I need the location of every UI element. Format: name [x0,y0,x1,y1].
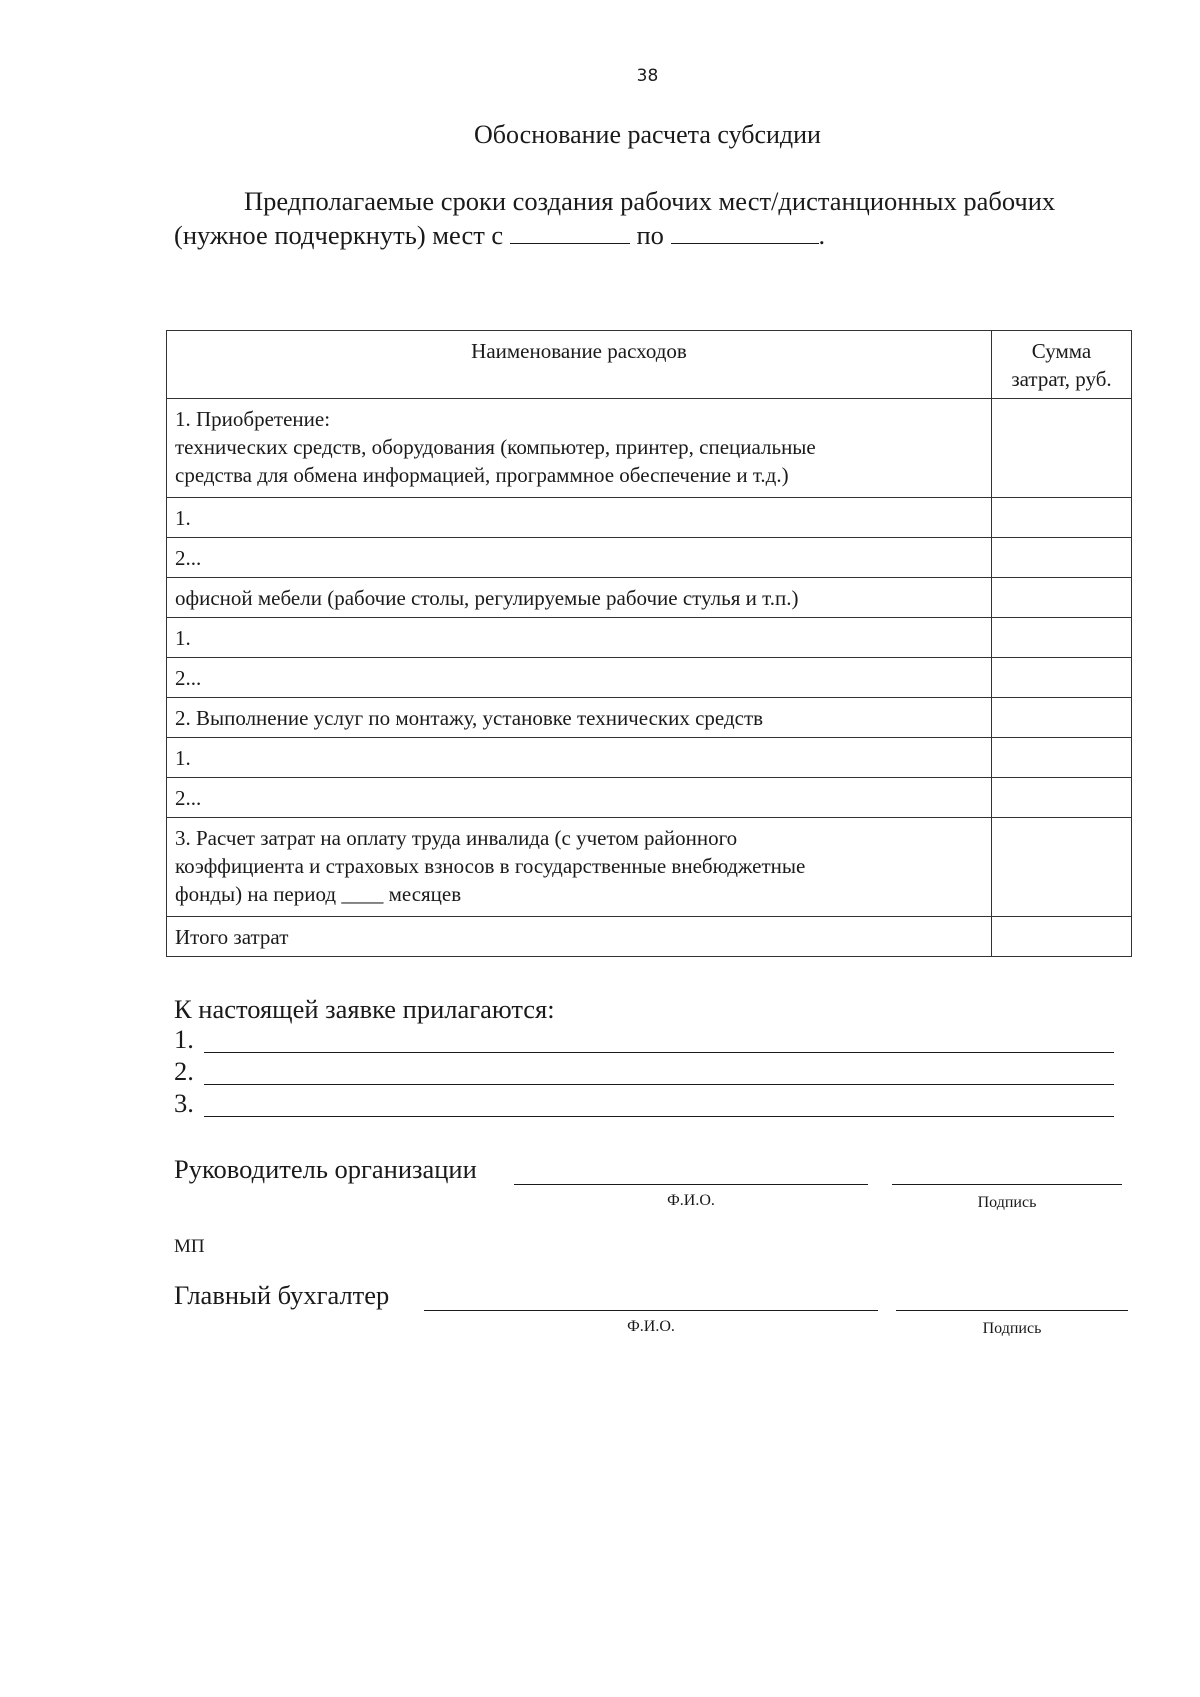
attachment-line-1[interactable] [174,1024,1114,1056]
intro-line-2-mid: по [636,220,664,250]
accountant-fio-caption: Ф.И.О. [627,1318,675,1335]
end-date-blank[interactable] [671,221,819,244]
table-header-row [167,331,1132,399]
head-label: Руководитель организации [174,1154,477,1184]
table-row [167,538,1132,578]
page-number: 38 [636,66,659,86]
amount-cell[interactable] [992,917,1132,957]
header-expense-name: Наименование расходов [167,331,992,399]
attachment-blank[interactable] [204,1052,1114,1053]
head-signature-blank[interactable] [892,1184,1122,1185]
table-body [167,399,1132,957]
table-row [167,778,1132,818]
expense-line: 2... [175,546,202,570]
expense-line: коэффициента и страховых взносов в государственные внебюджетные [175,854,806,878]
attachment-line-3[interactable] [174,1088,1114,1120]
attachment-blank[interactable] [204,1084,1114,1085]
document-title: Обоснование расчета субсидии [474,120,821,149]
expense-line: технических средств, оборудования (компьютер, принтер, специальные [175,435,816,459]
amount-cell[interactable] [992,538,1132,578]
amount-cell[interactable] [992,698,1132,738]
intro-line-2-start: (нужное подчеркнуть) мест с [174,220,504,250]
intro-line-2 [174,218,1134,252]
intro-line-1: Предполагаемые сроки создания рабочих мест/дистанционных рабочих [244,186,1056,216]
table-row [167,618,1132,658]
accountant-signature-blank[interactable] [896,1310,1128,1311]
table-row [167,498,1132,538]
amount-cell[interactable] [992,778,1132,818]
head-fio-caption: Ф.И.О. [667,1192,715,1209]
expense-line: средства для обмена информацией, программное обеспечение и т.д.) [175,463,789,487]
expense-line: фонды) на период ____ месяцев [175,882,462,906]
expense-line: 1. Приобретение: [175,407,331,431]
expense-name-cell [167,738,992,778]
intro-line-2-end: . [818,220,826,250]
head-signature-caption: Подпись [977,1194,1037,1211]
table-row [167,917,1132,957]
table-row [167,399,1132,498]
head-fio-blank[interactable] [514,1184,868,1185]
attachment-number: 2. [174,1056,194,1086]
stamp-mark: МП [174,1236,205,1257]
attachment-number: 3. [174,1088,194,1118]
expense-line: офисной мебели (рабочие столы, регулируемые рабочие стулья и т.п.) [175,586,799,610]
amount-cell[interactable] [992,498,1132,538]
amount-cell[interactable] [992,818,1132,917]
amount-cell[interactable] [992,658,1132,698]
header-amount: Сумма затрат, руб. [992,331,1132,399]
expense-name-cell [167,498,992,538]
attachment-line-2[interactable] [174,1056,1114,1088]
expense-name-cell [167,698,992,738]
table-row [167,658,1132,698]
attachment-number: 1. [174,1024,194,1054]
expense-name-cell [167,578,992,618]
expense-name-cell [167,778,992,818]
amount-cell[interactable] [992,399,1132,498]
expense-line: 1. [175,626,191,650]
expense-name-cell [167,399,992,498]
table-row [167,818,1132,917]
table-row [167,578,1132,618]
table-row [167,738,1132,778]
expense-name-cell [167,658,992,698]
expense-line: Итого затрат [175,925,289,949]
expense-line: 2. Выполнение услуг по монтажу, установке технических средств [175,706,764,730]
expense-name-cell [167,917,992,957]
expense-name-cell [167,618,992,658]
expense-line: 1. [175,746,191,770]
accountant-fio-blank[interactable] [424,1310,878,1311]
expense-line: 1. [175,506,191,530]
expenses-table [166,330,1132,957]
table-row [167,698,1132,738]
intro-paragraph [174,184,1134,252]
accountant-signature-caption: Подпись [982,1320,1042,1337]
amount-cell[interactable] [992,578,1132,618]
accountant-label: Главный бухгалтер [174,1280,390,1310]
attachments-title: К настоящей заявке прилагаются: [174,994,555,1024]
expense-name-cell [167,818,992,917]
expense-line: 3. Расчет затрат на оплату труда инвалида (с учетом районного [175,826,738,850]
expense-name-cell [167,538,992,578]
start-date-blank[interactable] [510,221,630,244]
amount-cell[interactable] [992,618,1132,658]
attachment-blank[interactable] [204,1116,1114,1117]
amount-cell[interactable] [992,738,1132,778]
expense-line: 2... [175,666,202,690]
expense-line: 2... [175,786,202,810]
